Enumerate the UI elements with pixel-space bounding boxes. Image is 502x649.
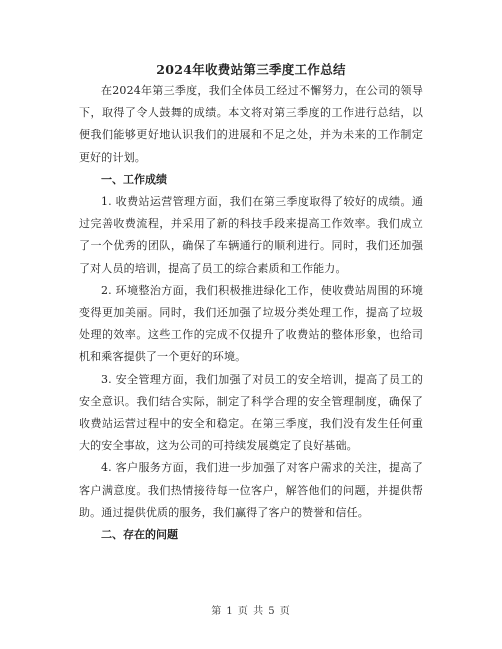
achievement-paragraph-2: 2. 环境整治方面，我们积极推进绿化工作，使收费站周围的环境变得更加美丽。同时，我们还加强了垃圾分类处理工作，提高了垃圾处理的效率。这些工作的完成不仅提升了收费站的整体形象，也给司机和乘客提供了一个更好的环境。 <box>79 283 423 364</box>
intro-paragraph: 在2024年第三季度，我们全体员工经过不懈努力，在公司的领导下，取得了令人鼓舞的成绩。本文将对第三季度的工作进行总结，以便我们能够更好地认识我们的进展和不足之处，并为未来的工作制定更好的计划。 <box>79 84 423 164</box>
document-body <box>79 80 423 546</box>
achievement-paragraph-3: 3. 安全管理方面，我们加强了对员工的安全培训，提高了员工的安全意识。我们结合实际，制定了科学合理的安全管理制度，确保了收费站运营过程中的安全和稳定。在第三季度，我们没有发生任何重大的安全事故，这为公司的可持续发展奠定了良好基础。 <box>79 372 423 453</box>
achievement-paragraph-4: 4. 客户服务方面，我们进一步加强了对客户需求的关注，提高了客户满意度。我们热情接待每一位客户，解答他们的问题，并提供帮助。通过提供优质的服务，我们赢得了客户的赞誉和信任。 <box>79 461 423 519</box>
section-heading-problems: 二、存在的问题 <box>101 528 178 542</box>
achievement-paragraph-1: 1. 收费站运营管理方面，我们在第三季度取得了较好的成绩。通过完善收费流程，并采用了新的科技手段来提高工作效率。我们成立了一个优秀的团队，确保了车辆通行的顺利进行。同时，我们还加强了对人员的培训，提高了员工的综合素质和工作能力。 <box>79 195 423 275</box>
section-heading-achievements: 一、工作成绩 <box>101 172 167 186</box>
document-title: 2024年收费站第三季度工作总结 <box>156 62 346 77</box>
page-number-footer: 第 1 页 共 5 页 <box>211 606 291 617</box>
